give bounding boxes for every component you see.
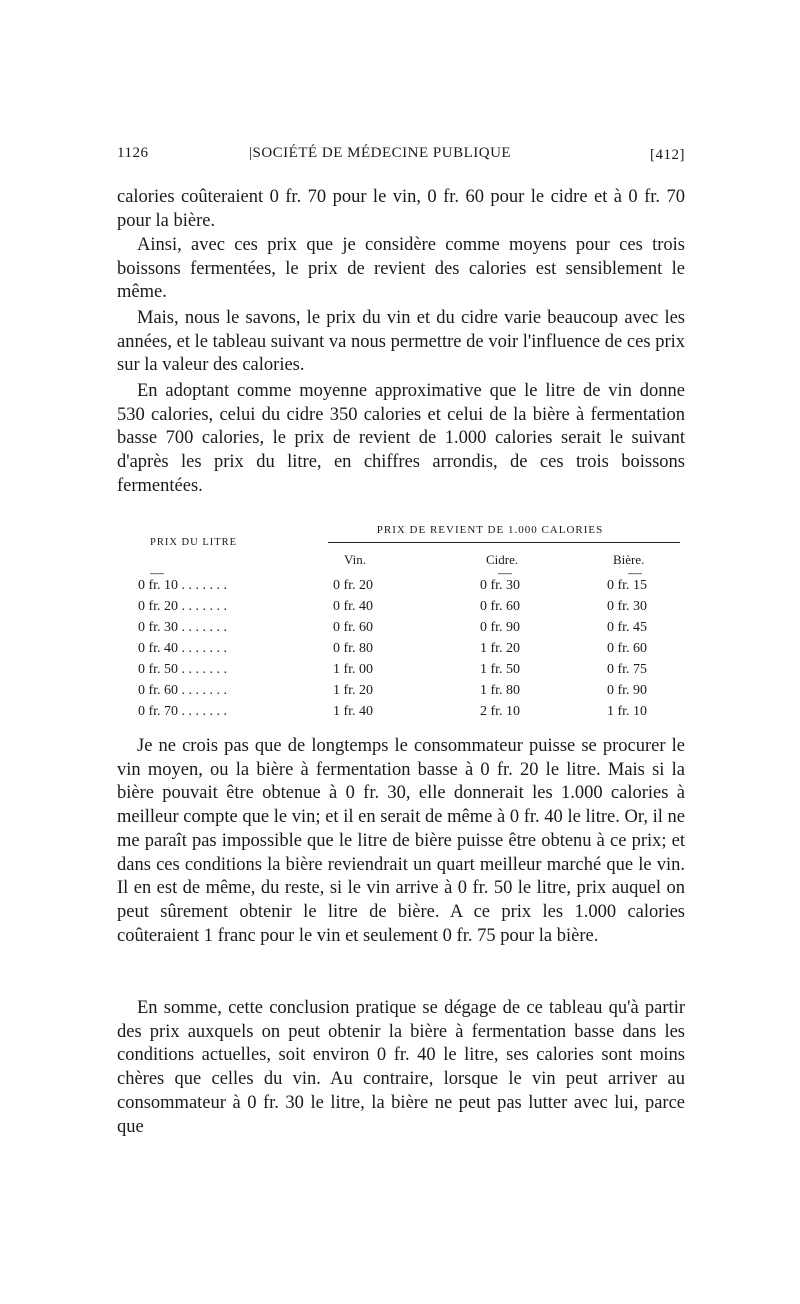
column-header-vin: Vin. bbox=[344, 552, 366, 567]
table-row bbox=[0, 704, 800, 724]
table-row bbox=[0, 578, 800, 598]
cell-price: 0 fr. 10 . . . . . . . bbox=[138, 578, 228, 593]
column-dash: — bbox=[150, 566, 164, 581]
table-row bbox=[0, 620, 800, 640]
cell-cidre: 2 fr. 10 bbox=[480, 704, 521, 719]
table-brace-rule bbox=[328, 542, 680, 549]
cell-vin: 1 fr. 20 bbox=[333, 683, 374, 698]
cell-cidre: 0 fr. 60 bbox=[480, 599, 521, 614]
column-dash: — bbox=[498, 566, 512, 581]
cell-vin: 0 fr. 40 bbox=[333, 599, 374, 614]
page-header bbox=[117, 145, 685, 169]
cell-price: 0 fr. 40 . . . . . . . bbox=[138, 641, 228, 656]
paragraph-en-somme: En somme, cette conclusion pratique se dégage de ce tableau qu'à partir des prix auxquels on peut obtenir la bière à fermentation basse dans les conditions actuelles, soit environ 0 fr. 40 le litre, ses calories sont moins chères que celles du vin. Au contraire, lorsque le vin peut arriver au consommateur à 0 fr. 30 le litre, la bière ne peut pas lutter avec lui, parce que bbox=[117, 998, 685, 1137]
paragraph-mais: Mais, nous le savons, le prix du vin et du cidre varie beaucoup avec les années, et le tableau suivant va nous permettre de voir l'influence de ces prix sur la valeur des calories. bbox=[117, 308, 685, 376]
cell-vin: 0 fr. 60 bbox=[333, 620, 374, 635]
price-column-header: PRIX DU LITRE bbox=[150, 537, 238, 548]
column-dash: — bbox=[628, 566, 642, 581]
cell-price: 0 fr. 30 . . . . . . . bbox=[138, 620, 228, 635]
cell-vin: 1 fr. 40 bbox=[333, 704, 374, 719]
table-row bbox=[0, 683, 800, 703]
page-number: 1126 bbox=[117, 145, 149, 161]
cell-cidre: 1 fr. 80 bbox=[480, 683, 521, 698]
cell-cidre: 0 fr. 30 bbox=[480, 578, 521, 593]
cell-biere: 0 fr. 60 bbox=[607, 641, 648, 656]
paragraph-continuation: calories coûteraient 0 fr. 70 pour le vin, 0 fr. 60 pour le cidre et à 0 fr. 70 pour la bière. bbox=[117, 187, 685, 231]
cell-biere: 0 fr. 45 bbox=[607, 620, 648, 635]
running-title: |SOCIÉTÉ DE MÉDECINE PUBLIQUE bbox=[249, 145, 512, 161]
cell-price: 0 fr. 70 . . . . . . . bbox=[138, 704, 228, 719]
cell-biere: 0 fr. 30 bbox=[607, 599, 648, 614]
cell-biere: 1 fr. 10 bbox=[607, 704, 648, 719]
cell-cidre: 0 fr. 90 bbox=[480, 620, 521, 635]
cell-vin: 0 fr. 20 bbox=[333, 578, 374, 593]
paragraph-ainsi: Ainsi, avec ces prix que je considère comme moyens pour ces trois boissons fermentées, le prix de revient des calories est sensiblement le même. bbox=[117, 235, 685, 303]
paragraph-en-adoptant: En adoptant comme moyenne approximative que le litre de vin donne 530 calories, celui du cidre 350 calories et celui de la bière à fermentation basse 700 calories, le prix de revient de 1.000 calories serait le suivant d'après les prix du litre, en chiffres arrondis, de ces trois boissons fermentées. bbox=[117, 381, 685, 496]
cell-price: 0 fr. 60 . . . . . . . bbox=[138, 683, 228, 698]
column-header-biere: Bière. bbox=[613, 552, 645, 567]
column-header-cidre: Cidre. bbox=[486, 552, 519, 567]
cell-cidre: 1 fr. 50 bbox=[480, 662, 521, 677]
page-reference: [412] bbox=[650, 147, 685, 163]
cell-vin: 0 fr. 80 bbox=[333, 641, 374, 656]
cell-price: 0 fr. 20 . . . . . . . bbox=[138, 599, 228, 614]
table-row bbox=[0, 641, 800, 661]
cell-cidre: 1 fr. 20 bbox=[480, 641, 521, 656]
cell-price: 0 fr. 50 . . . . . . . bbox=[138, 662, 228, 677]
cell-vin: 1 fr. 00 bbox=[333, 662, 374, 677]
table-row bbox=[0, 662, 800, 682]
table-title: PRIX DE REVIENT DE 1.000 CALORIES bbox=[376, 524, 604, 536]
cell-biere: 0 fr. 75 bbox=[607, 662, 648, 677]
cell-biere: 0 fr. 90 bbox=[607, 683, 648, 698]
paragraph-je-ne-crois: Je ne crois pas que de longtemps le consommateur puisse se procurer le vin moyen, ou la bière à fermentation basse à 0 fr. 20 le litre. Mais si la bière pouvait être obtenue à 0 fr. 30, elle donnerait les 1.000 calories à meilleur compte que le vin; et il en serait de même à 0 fr. 40 le litre. Or, il ne me paraît pas impossible que le litre de bière puisse être obtenu à ce prix; et dans ces conditions la bière reviendrait un quart meilleur marché que le vin. Il en est de même, du reste, si le vin arrive à 0 fr. 50 le litre, prix auquel on peut sûrement obtenir le litre de bière. A ce prix les 1.000 calories coûteraient 1 franc pour le vin et seulement 0 fr. 75 pour la bière. bbox=[117, 736, 685, 946]
cell-biere: 0 fr. 15 bbox=[607, 578, 648, 593]
table-row bbox=[0, 599, 800, 619]
